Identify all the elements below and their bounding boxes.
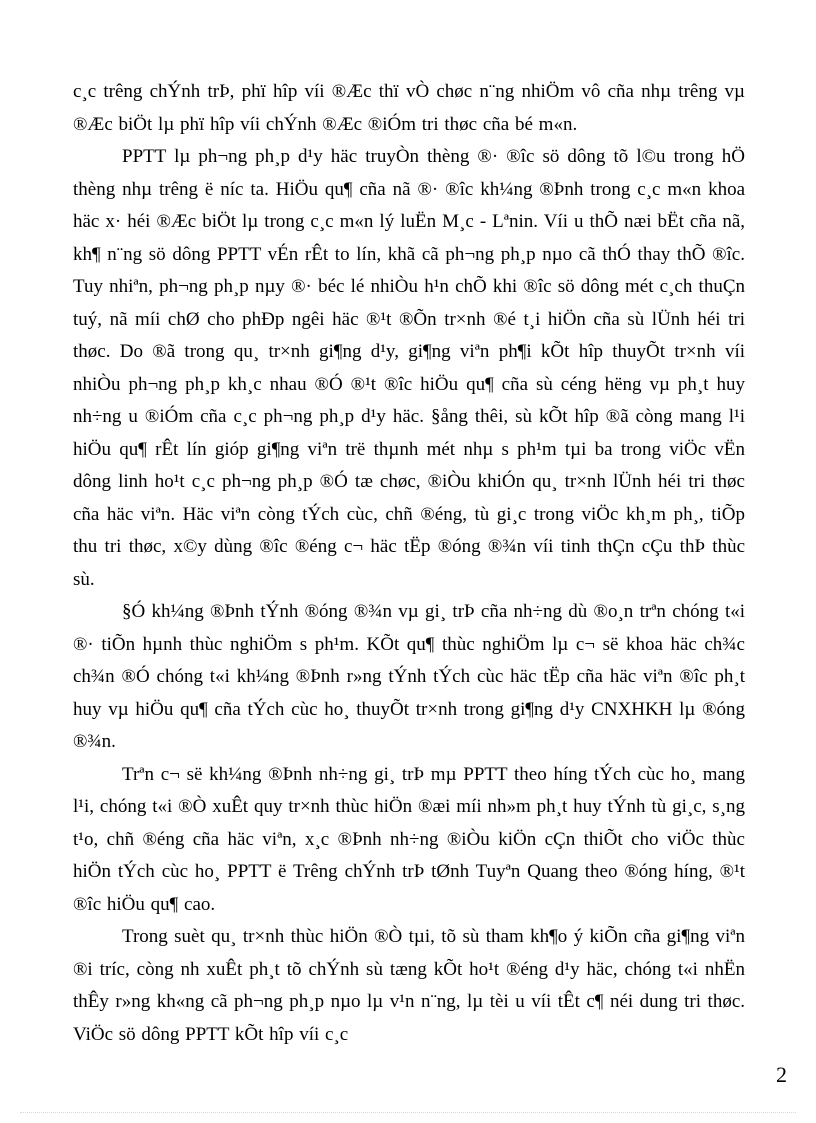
paragraph-1: c¸c trêng chÝnh trÞ, phï hîp víi ®Æc thï vÒ chøc n¨ng nhiÖm vô cña nhµ trêng vµ ®Æc biÖt lµ phï hîp víi chÝnh ®Æc ®iÓm tri thøc cña bé m«n.	[73, 81, 745, 135]
page-bottom-divider	[20, 1112, 796, 1113]
page-number: 2	[776, 1062, 787, 1087]
paragraph-3: §Ó kh¼ng ®Þnh tÝnh ®óng ®¾n vµ gi¸ trÞ cña nh÷ng dù ®o¸n trªn chóng t«i ®· tiÕn hµnh thùc nghiÖm s ph¹m. KÕt qu¶ thùc nghiÖm lµ c¬ së khoa häc ch¾c ch¾n ®Ó chóng t«i kh¼ng ®Þnh r»ng tÝnh tÝch cùc häc tËp cña häc viªn ®îc ph¸t huy vµ hiÖu qu¶ cña tÝch cùc ho¸ thuyÕt tr×nh trong gi¶ng d¹y CNXHKH lµ ®óng ®¾n.	[73, 601, 745, 752]
paragraph-5: Trong suèt qu¸ tr×nh thùc hiÖn ®Ò tµi, tõ sù tham kh¶o ý kiÕn cña gi¶ng viªn ®i tríc, còng nh xuÊt ph¸t tõ chÝnh sù tæng kÕt ho¹t ®éng d¹y häc, chóng t«i nhËn thÊy r»ng kh«ng cã ph¬ng ph¸p nµo lµ v¹n n¨ng, lµ tèi u víi tÊt c¶ néi dung tri thøc. ViÖc sö dông PPTT kÕt hîp víi c¸c	[73, 926, 745, 1045]
body-text	[73, 76, 745, 1051]
paragraph-4: Trªn c¬ së kh¼ng ®Þnh nh÷ng gi¸ trÞ mµ PPTT theo híng tÝch cùc ho¸ mang l¹i, chóng t«i ®Ò xuÊt quy tr×nh thùc hiÖn ®æi míi nh»m ph¸t huy tÝnh tù gi¸c, s¸ng t¹o, chñ ®éng cña häc viªn, x¸c ®Þnh nh÷ng ®iÒu kiÖn cÇn thiÕt cho viÖc thùc hiÖn tÝch cùc ho¸ PPTT ë Trêng chÝnh trÞ tØnh Tuyªn Quang theo ®óng híng, ®¹t ®îc hiÖu qu¶ cao.	[73, 763, 745, 915]
paragraph-2: PPTT lµ ph¬ng ph¸p d¹y häc truyÒn thèng ®· ®îc sö dông tõ l©u trong hÖ thèng nhµ trêng ë níc ta. HiÖu qu¶ cña nã ®· ®îc kh¼ng ®Þnh trong c¸c m«n khoa häc x· héi ®Æc biÖt lµ trong c¸c m«n lý luËn M¸c - Lªnin. Víi u thÕ næi bËt cña nã, kh¶ n¨ng sö dông PPTT vÉn rÊt to lín, khã cã ph¬ng ph¸p nµo cã thÓ thay thÕ ®îc. Tuy nhiªn, ph¬ng ph¸p nµy ®· béc lé nhiÒu h¹n chÕ khi ®îc sö dông mét c¸ch thuÇn tuý, nã míi chØ cho phÐp ngêi häc ®¹t ®Õn tr×nh ®é t¸i hiÖn cña sù lÜnh héi tri thøc. Do ®ã trong qu¸ tr×nh gi¶ng d¹y, gi¶ng viªn ph¶i kÕt hîp thuyÕt tr×nh víi nhiÒu ph¬ng ph¸p kh¸c nhau ®Ó ®¹t ®îc hiÖu qu¶ cña sù céng hëng vµ ph¸t huy nh÷ng u ®iÓm cña c¸c ph¬ng ph¸p d¹y häc. §ång thêi, sù kÕt hîp ®ã còng mang l¹i hiÖu qu¶ rÊt lín gióp gi¶ng viªn trë thµnh mét nhµ s ph¹m tµi ba trong viÖc vËn dông linh ho¹t c¸c ph¬ng ph¸p ®Ó tæ chøc, ®iÒu khiÓn qu¸ tr×nh lÜnh héi tri thøc cña häc viªn. Häc viªn còng tÝch cùc, chñ ®éng, tù gi¸c trong viÖc kh¸m ph¸, tiÕp thu tri thøc, x©y dùng ®îc ®éng c¬ häc tËp ®óng ®¾n víi tinh thÇn cÇu thÞ thùc sù.	[73, 146, 745, 590]
